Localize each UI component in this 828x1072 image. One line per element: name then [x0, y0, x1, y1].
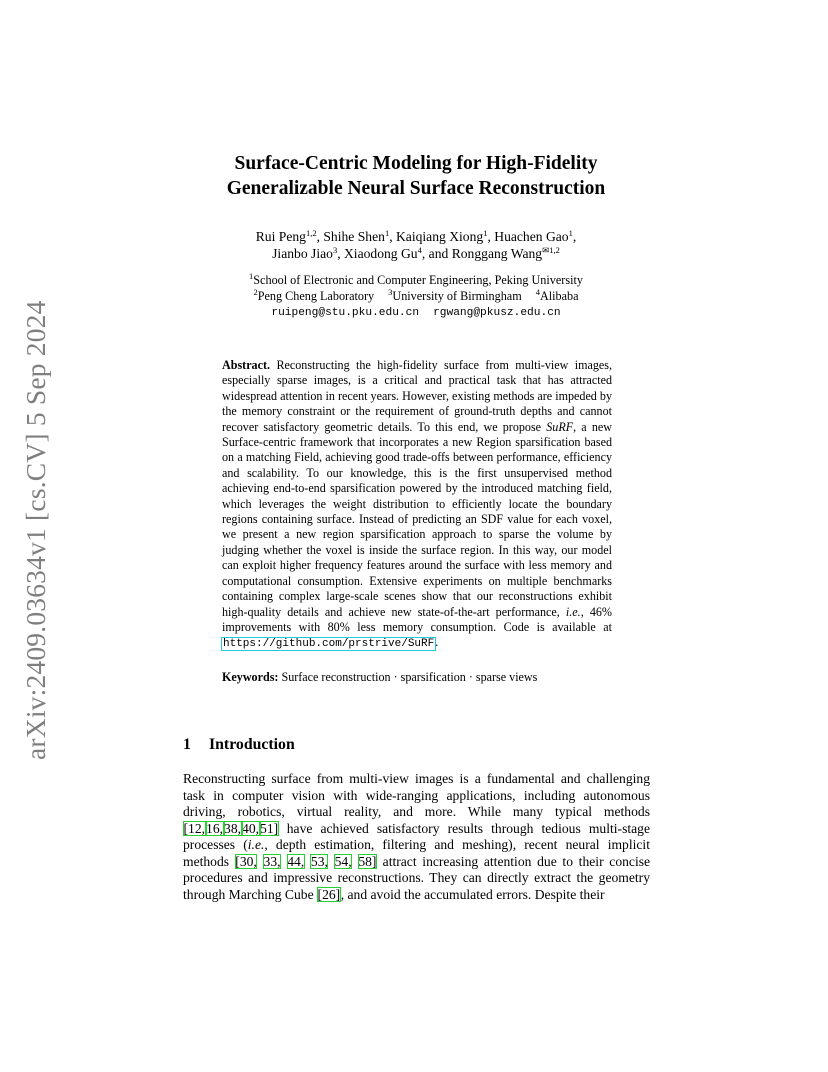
separator: ,: [572, 229, 577, 244]
paragraph-text: have achieved satisfactory results through tedious multi-stage processes (: [183, 820, 650, 853]
affiliation-line: [150, 286, 682, 305]
citation-link[interactable]: 53,: [310, 853, 328, 869]
citation-link[interactable]: 16,: [206, 820, 224, 836]
paper-title: [150, 151, 682, 201]
author-affil-sup: ✉1,2: [542, 245, 560, 255]
author-line: [150, 245, 682, 262]
section-title: Introduction: [209, 736, 295, 753]
affil-sup: 1: [249, 271, 254, 281]
citation-number[interactable]: 51: [260, 820, 274, 836]
author-affil-sup: 4: [417, 245, 422, 255]
separator: ,: [389, 229, 396, 244]
author-name: Xiaodong Gu: [343, 246, 418, 261]
citation-link[interactable]: [30,: [235, 853, 257, 869]
separator: ,: [337, 246, 344, 261]
citation-number[interactable]: 16: [206, 820, 220, 836]
paragraph-text: attract increasing attention due to their concise procedures and impressive reconstructions. They can directly extract the geometry through Marching Cube: [183, 853, 651, 902]
author-name: Huachen Gao: [494, 229, 569, 244]
citation-link[interactable]: [26]: [317, 886, 341, 902]
paragraph-text: , depth estimation, filtering and meshing), recent neural implicit methods: [183, 837, 650, 869]
affiliations: [150, 273, 682, 322]
section-number: 1: [183, 736, 191, 753]
citation-number[interactable]: 26: [322, 886, 336, 902]
affiliation-line: [150, 273, 682, 289]
citation-link[interactable]: 44,: [287, 853, 305, 869]
title-line: Surface-Centric Modeling for High-Fidelity: [234, 153, 598, 174]
abstract-label: Abstract.: [222, 358, 271, 372]
citation-number[interactable]: 54: [334, 853, 349, 869]
section-heading: [183, 736, 295, 754]
citation-number[interactable]: 40: [242, 820, 256, 836]
separator: , and: [421, 246, 452, 261]
abstract-text: Reconstructing the high-fidelity surface from multi-view images, especially sparse images, is a critical and practical task that has attracted widespread attention in recent years. However, existing methods are impeded by the memory constraint or the requirement of ground-truth depths and cannot recover satisfactory geometric details. To this end, we propose: [222, 358, 613, 434]
method-name: SuRF: [546, 419, 574, 434]
separator: ,: [487, 229, 495, 244]
code-link[interactable]: https://github.com/prstrive/SuRF: [223, 638, 435, 651]
citation-link[interactable]: 40,: [242, 820, 260, 836]
author-line: [150, 228, 682, 245]
citation-number[interactable]: 33: [263, 853, 278, 869]
citation-number[interactable]: 53: [310, 853, 325, 869]
citation-number[interactable]: 12: [188, 820, 202, 836]
author-name: Rui Peng: [255, 229, 306, 244]
author-name: Shihe Shen: [323, 229, 385, 244]
intro-paragraph: [183, 771, 650, 903]
email: ruipeng@stu.pku.edu.cn: [271, 307, 420, 319]
citation-link[interactable]: 38,: [224, 820, 242, 836]
citation-link[interactable]: 33,: [263, 853, 281, 869]
abstract-text: , a new Surface-centric framework that incorporates a new Region sparsification based on a matching Field, achieving good trade-offs between performance, efficiency and scalability. To our knowledge, this is the first unsupervised method achieving end-to-end sparsification powered by the introduced matching field, which leverages the weight distribution to efficiently locate the boundary regions containing surface. Instead of predicting an SDF value for each voxel, we present a new region sparsification approach to sparse the volume by judging whether the voxel is inside the surface region. In this way, our model can exploit higher frequency features around the surface with less memory and computational consumption. Extensive experiments on multiple benchmarks containing complex large-scale scenes show that our reconstructions exhibit high-quality details and achieve new state-of-the-art performance,: [222, 419, 612, 619]
author-name: Kaiqiang Xiong: [395, 229, 484, 244]
citation-number[interactable]: 38: [224, 820, 238, 836]
affiliation: School of Electronic and Computer Engineering, Peking University: [253, 273, 583, 287]
affiliation: University of Birmingham: [392, 288, 522, 303]
title-line: Generalizable Neural Surface Reconstruction: [226, 178, 606, 199]
author-affil-sup: 1,2: [305, 228, 317, 238]
author-affil-sup: 3: [332, 245, 338, 255]
keywords: [222, 670, 612, 685]
email-line: [150, 304, 682, 322]
affiliation: Peng Cheng Laboratory: [257, 288, 375, 303]
separator: ,: [316, 229, 324, 244]
abbreviation: i.e.: [247, 837, 265, 853]
keywords-label: Keywords:: [222, 670, 279, 684]
citation-link[interactable]: [12,: [183, 820, 206, 836]
author-affil-sup: 1: [568, 228, 573, 238]
affil-sup: 4: [535, 286, 540, 297]
arxiv-identifier: arXiv:2409.03634v1 [cs.CV] 5 Sep 2024: [20, 300, 51, 760]
author-affil-sup: 1: [483, 228, 488, 238]
citation-number[interactable]: 58: [358, 853, 372, 869]
affil-sup: 3: [388, 286, 393, 297]
citation-number[interactable]: 30: [239, 853, 254, 869]
abbreviation: i.e.: [565, 604, 581, 619]
citation-link[interactable]: 58]: [358, 853, 377, 869]
citation-number[interactable]: 44: [287, 853, 301, 869]
abstract: [222, 358, 612, 653]
citation-link[interactable]: 54,: [334, 853, 352, 869]
paragraph-text: , and avoid the accumulated errors. Despite their: [340, 886, 605, 902]
paragraph-text: Reconstructing surface from multi-view images is a fundamental and challenging task in computer vision with wide-ranging applications, including autonomous driving, robotics, virtual reality, and more. While many typical methods: [183, 771, 650, 820]
affiliation: Alibaba: [539, 288, 579, 303]
author-affil-sup: 1: [384, 228, 390, 238]
keywords-text: Surface reconstruction · sparsification · sparse views: [281, 670, 538, 684]
abstract-text: , 46% improvements with 80% less memory consumption. Code is available at: [222, 604, 612, 634]
author-name: Ronggang Wang: [451, 246, 543, 261]
affil-sup: 2: [253, 286, 258, 297]
author-list: [150, 228, 682, 262]
citation-link[interactable]: 51]: [260, 820, 279, 836]
punctuation: .: [435, 635, 439, 650]
author-name: Jianbo Jiao: [272, 246, 333, 261]
email: rgwang@pkusz.edu.cn: [433, 307, 561, 319]
